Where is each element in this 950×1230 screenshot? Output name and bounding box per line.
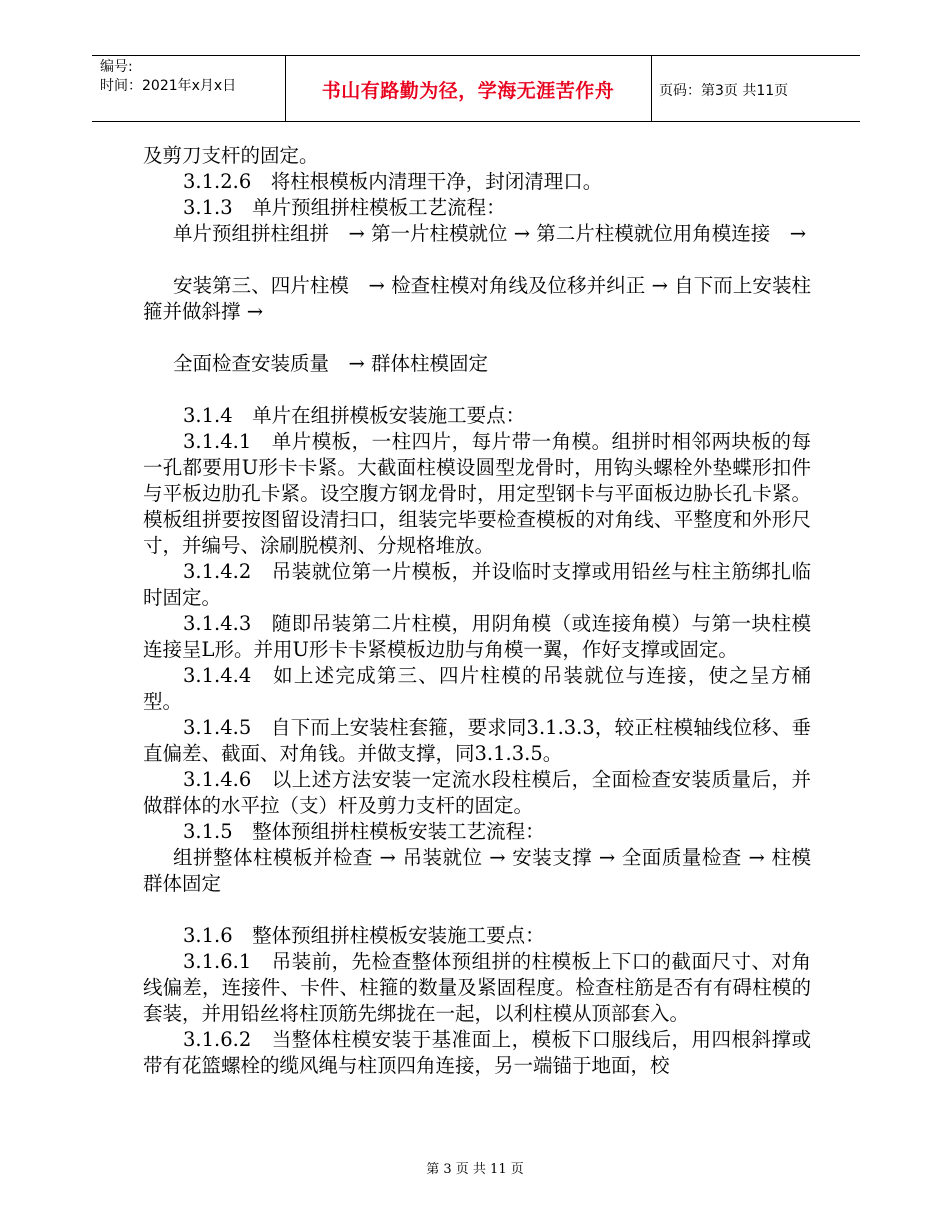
- paragraph: 3.1.6.1 吊装前，先检查整体预组拼的柱模板上下口的截面尺寸、对角线偏差，连接件、卡件、柱箍的数量及紧固程度。检查柱筋是否有有碍柱模的套装，并用铅丝将柱顶筋先绑拢在一起，以利柱模从顶部套入。: [143, 950, 811, 1025]
- paragraph: 3.1.4.3 随即吊装第二片柱模，用阴角模（或连接角模）与第一块柱模连接呈L形。并用U形卡卡紧模板边肋与角模一翼，作好支撑或固定。: [143, 612, 811, 661]
- paragraph: 及剪刀支杆的固定。: [143, 144, 319, 167]
- flow-step: 单片预组拼柱组拼 → 第一片柱模就位 → 第二片柱模就位用角模连接 →: [173, 222, 807, 245]
- blank-line: [143, 897, 811, 923]
- document-number-label: 编号:: [100, 59, 133, 75]
- header-top-rule: [92, 55, 860, 56]
- flow-step: 组拼整体柱模板并检查 → 吊装就位 → 安装支撑 → 全面质量检查 → 柱模群体固定: [143, 846, 811, 895]
- flow-step: 全面检查安装质量 → 群体柱模固定: [173, 352, 489, 375]
- paragraph: 3.1.4.6 以上述方法安装一定流水段柱模后，全面检查安装质量后，并做群体的水平拉（支）杆及剪力支杆的固定。: [143, 768, 811, 817]
- paragraph: 3.1.4.1 单片模板，一柱四片，每片带一角模。组拼时相邻两块板的每一孔都要用U形卡卡紧。大截面柱模设圆型龙骨时，用钩头螺栓外垫蝶形扣件与平板边肋孔卡紧。设空腹方钢龙骨时，用定型钢卡与平面板边胁长孔卡紧。模板组拼要按图留设清扫口，组装完毕要检查模板的对角线、平整度和外形尺寸，并编号、涂刷脱模剂、分规格堆放。: [143, 430, 811, 557]
- header-bottom-rule: [92, 121, 860, 122]
- blank-line: [143, 247, 811, 273]
- header-page-label: 页码：第3页 共11页: [659, 83, 789, 99]
- paragraph: 3.1.3 单片预组拼柱模板工艺流程：: [183, 196, 506, 219]
- paragraph: 3.1.4.4 如上述完成第三、四片柱模的吊装就位与连接，使之呈方桶型。: [143, 664, 811, 713]
- document-time-label: 时间：2021年x月x日: [100, 78, 237, 94]
- paragraph: 3.1.4.5 自下而上安装柱套箍，要求同3.1.3.3，较正柱模轴线位移、垂直偏差、截面、对角钱。并做支撑，同3.1.3.5。: [143, 716, 811, 765]
- header-motto: 书山有路勤为径，学海无涯苦作舟: [321, 80, 615, 102]
- paragraph: 3.1.4.2 吊装就位第一片模板，并设临时支撑或用铅丝与柱主筋绑扎临时固定。: [143, 560, 811, 609]
- paragraph: 3.1.2.6 将柱根模板内清理干净，封闭清理口。: [183, 170, 603, 193]
- paragraph: 3.1.6.2 当整体柱模安装于基准面上，模板下口服线后，用四根斜撑或带有花篮螺栓的缆风绳与柱顶四角连接，另一端锚于地面，校: [143, 1028, 811, 1077]
- header-divider-right: [651, 55, 652, 121]
- header-left-cell: [100, 58, 236, 96]
- section-heading: 3.1.4 单片在组拼模板安装施工要点：: [183, 404, 526, 427]
- section-heading: 3.1.5 整体预组拼柱模板安装工艺流程：: [183, 820, 545, 843]
- page-footer: 第 3 页 共 11 页: [426, 1162, 524, 1177]
- section-heading: 3.1.6 整体预组拼柱模板安装施工要点：: [183, 924, 545, 947]
- blank-line: [143, 377, 811, 403]
- flow-step: 安装第三、四片柱模 → 检查柱模对角线及位移并纠正 → 自下而上安装柱箍并做斜撑 →: [143, 274, 811, 323]
- blank-line: [143, 325, 811, 351]
- document-body: [143, 143, 811, 1079]
